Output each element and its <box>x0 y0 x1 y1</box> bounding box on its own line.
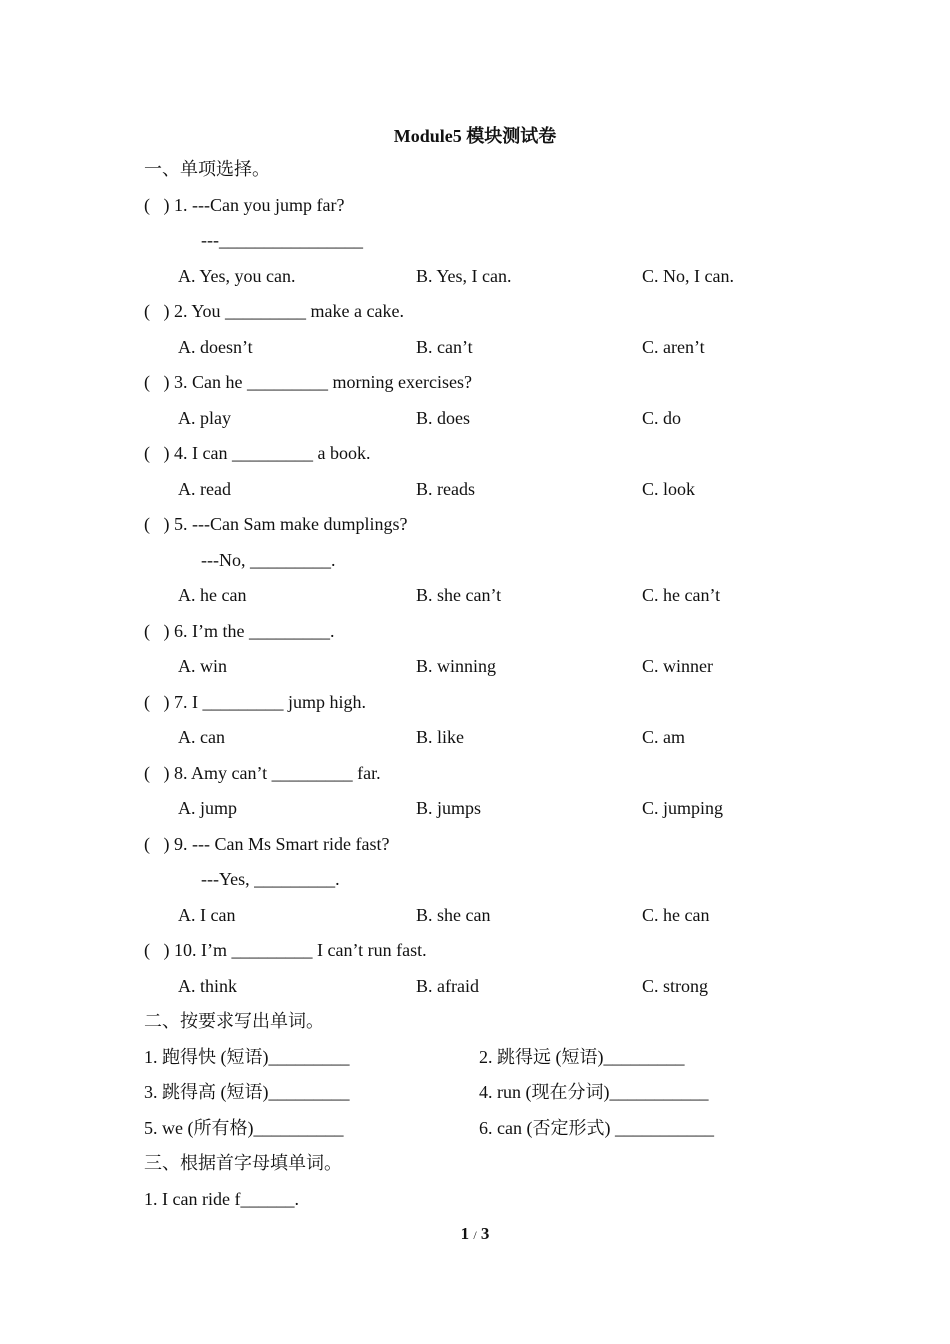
option-a: A. I can <box>178 904 236 925</box>
option-a: A. play <box>178 407 231 428</box>
word-task-row <box>144 1040 844 1076</box>
option-b: B. can’t <box>416 336 473 357</box>
options-row <box>144 649 844 685</box>
question-row <box>144 756 844 792</box>
options-row <box>144 472 844 508</box>
question-text: 3. Can he _________ morning exercises? <box>174 372 472 392</box>
answer-bracket: ( ) <box>144 301 170 321</box>
answer-bracket: ( ) <box>144 833 170 854</box>
question-row <box>144 614 844 650</box>
option-b: B. she can <box>416 904 491 925</box>
option-b: B. like <box>416 727 464 747</box>
option-c: C. do <box>642 407 682 428</box>
option-a: A. read <box>178 478 231 499</box>
total-pages: 3 <box>480 1224 490 1243</box>
word-task-right: 2. 跳得远 (短语)_________ <box>479 1046 685 1067</box>
answer-bracket: ( ) <box>144 514 170 534</box>
question-text: 5. ---Can Sam make dumplings? <box>174 514 408 534</box>
option-b: B. she can’t <box>416 585 502 605</box>
section3-heading: 三、根据首字母填单词。 <box>144 1153 342 1173</box>
word-task-left: 3. 跳得高 (短语)_________ <box>144 1082 350 1102</box>
answer-line: ---________________ <box>201 230 363 250</box>
options-row <box>144 720 844 756</box>
option-b: B. afraid <box>416 975 479 996</box>
question-row <box>144 436 844 472</box>
option-c: C. look <box>642 478 696 499</box>
word-task-row <box>144 1111 844 1147</box>
option-c: C. strong <box>642 975 709 996</box>
question-row <box>144 685 844 721</box>
word-task-left: 1. 跑得快 (短语)_________ <box>144 1046 350 1067</box>
question-row <box>144 294 844 330</box>
question-text: 9. --- Can Ms Smart ride fast? <box>174 833 390 854</box>
answer-bracket: ( ) <box>144 372 170 392</box>
answer-bracket: ( ) <box>144 762 170 783</box>
question-text: 8. Amy can’t _________ far. <box>174 762 381 783</box>
question-row <box>144 827 844 863</box>
worksheet-content <box>144 152 844 1217</box>
fill-item: 1. I can ride f______. <box>144 1188 299 1209</box>
option-c: C. am <box>642 727 685 747</box>
option-c: C. winner <box>642 656 713 676</box>
option-a: A. can <box>178 727 225 747</box>
option-b: B. jumps <box>416 798 482 818</box>
options-row <box>144 578 844 614</box>
option-a: A. doesn’t <box>178 336 253 357</box>
options-row <box>144 969 844 1005</box>
options-row <box>144 401 844 437</box>
question-text: 2. You _________ make a cake. <box>174 301 404 321</box>
question-text: 7. I _________ jump high. <box>174 691 366 712</box>
option-c: C. he can <box>642 904 710 925</box>
option-b: B. winning <box>416 656 497 676</box>
answer-line: ---No, _________. <box>201 549 336 570</box>
option-a: A. Yes, you can. <box>178 265 296 286</box>
options-row <box>144 330 844 366</box>
page-title: Module5 模块测试卷 <box>393 126 557 146</box>
option-b: B. does <box>416 407 470 428</box>
option-c: C. aren’t <box>642 336 705 357</box>
answer-line: ---Yes, _________. <box>201 869 340 889</box>
question-row <box>144 933 844 969</box>
question-text: 6. I’m the _________. <box>174 620 335 641</box>
option-c: C. he can’t <box>642 585 721 605</box>
section1-heading: 一、单项选择。 <box>144 159 270 179</box>
word-task-row <box>144 1075 844 1111</box>
option-a: A. he can <box>178 585 247 605</box>
question-row <box>144 365 844 401</box>
answer-bracket: ( ) <box>144 443 170 463</box>
question-row <box>144 188 844 224</box>
question-text: 1. ---Can you jump far? <box>174 194 345 215</box>
section2-heading: 二、按要求写出单词。 <box>144 1011 324 1031</box>
option-a: A. win <box>178 656 227 676</box>
question-text: 10. I’m _________ I can’t run fast. <box>174 940 427 960</box>
question-row <box>144 507 844 543</box>
answer-bracket: ( ) <box>144 620 170 641</box>
option-b: B. Yes, I can. <box>416 265 512 286</box>
question-text: 4. I can _________ a book. <box>174 443 371 463</box>
option-a: A. jump <box>178 798 238 818</box>
options-row <box>144 898 844 934</box>
option-a: A. think <box>178 975 238 996</box>
page-number <box>0 1224 950 1244</box>
option-c: C. No, I can. <box>642 265 734 286</box>
word-task-right: 6. can (否定形式) ___________ <box>479 1117 714 1138</box>
word-task-right: 4. run (现在分词)___________ <box>479 1082 709 1102</box>
page-separator: / <box>473 1228 477 1242</box>
options-row <box>144 791 844 827</box>
option-b: B. reads <box>416 478 475 499</box>
word-task-left: 5. we (所有格)__________ <box>144 1117 344 1138</box>
current-page: 1 <box>460 1224 470 1243</box>
option-c: C. jumping <box>642 798 724 818</box>
answer-bracket: ( ) <box>144 940 170 960</box>
answer-bracket: ( ) <box>144 691 170 712</box>
answer-bracket: ( ) <box>144 194 170 215</box>
options-row <box>144 259 844 295</box>
